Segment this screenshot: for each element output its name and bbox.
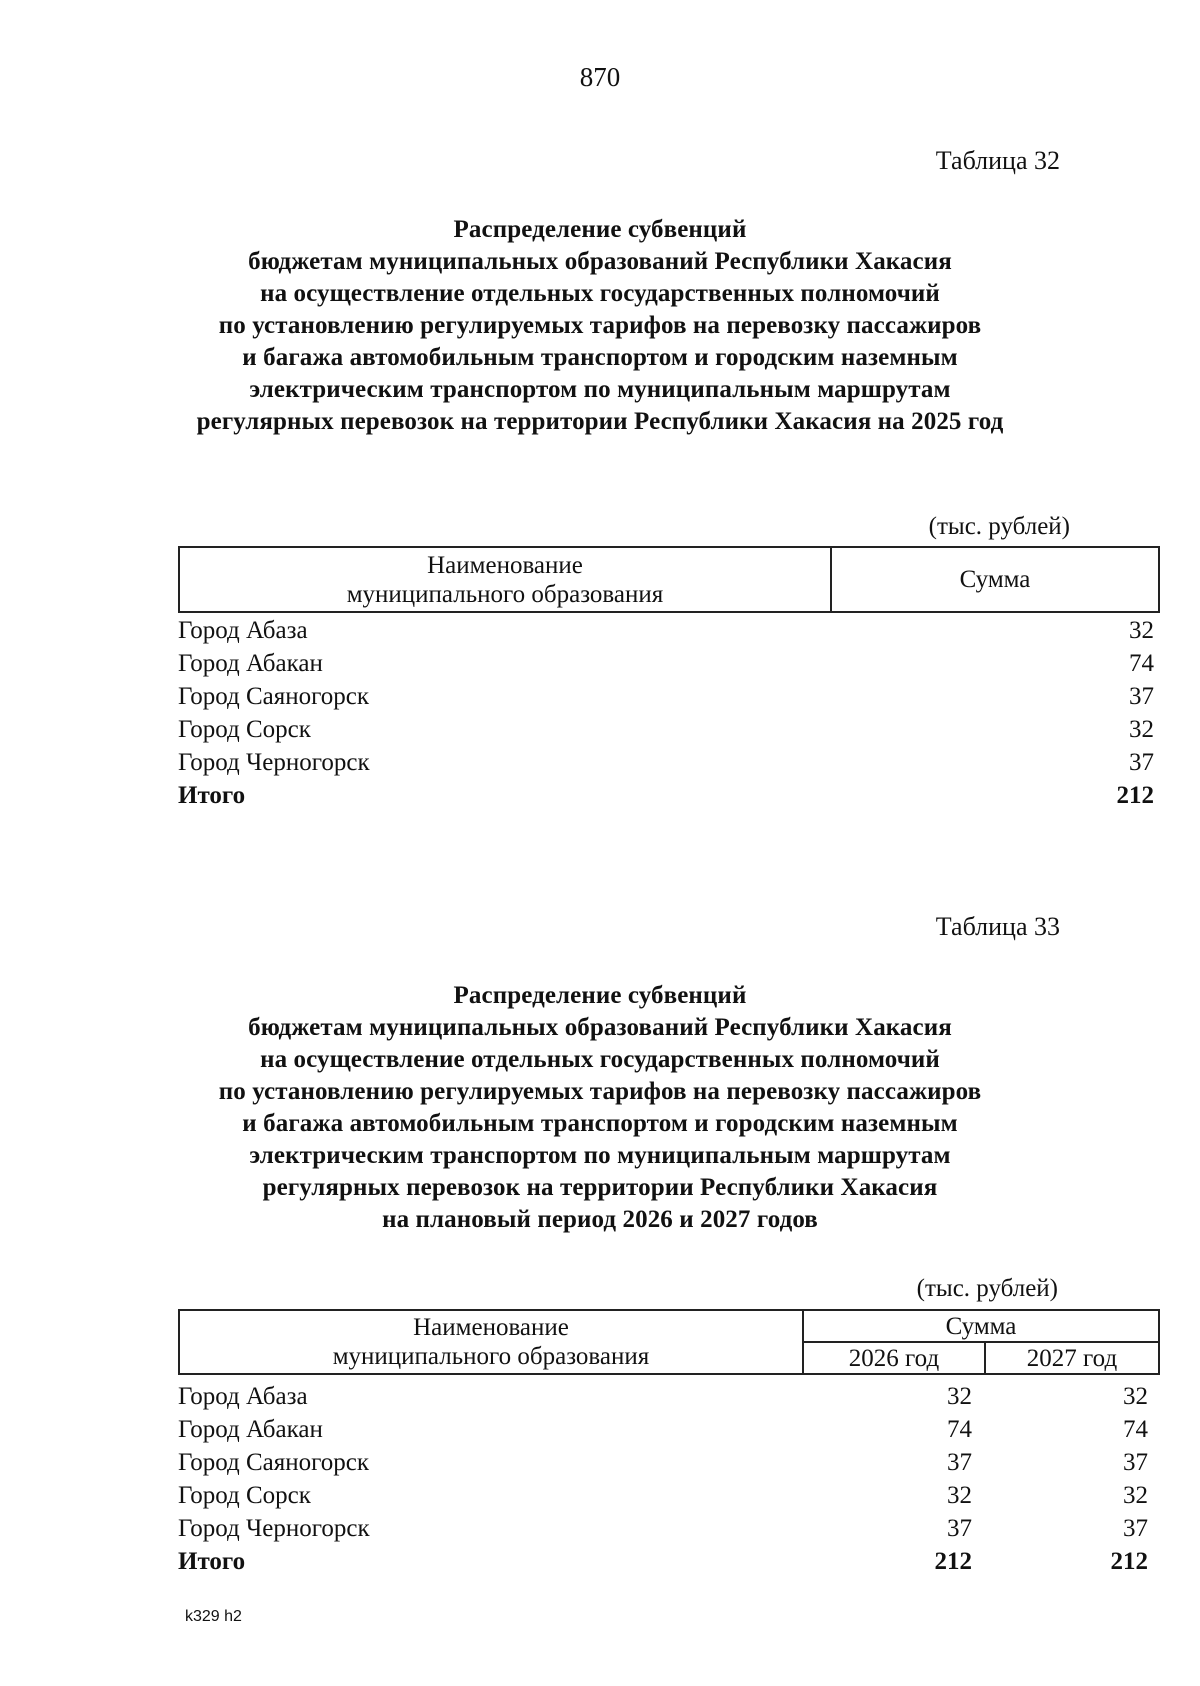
table-32-title-line: бюджетам муниципальных образований Республики Хакасия <box>248 248 952 275</box>
row-value-2027: 32 <box>1123 1383 1148 1410</box>
table-33-title-line: Распределение субвенций <box>453 982 747 1009</box>
table-row <box>178 1512 1160 1545</box>
total-label: Итого <box>178 1548 246 1575</box>
row-value-2026: 37 <box>947 1515 972 1542</box>
total-label: Итого <box>178 782 246 809</box>
row-name: Город Абаза <box>178 617 308 644</box>
table-33-title-line: бюджетам муниципальных образований Республики Хакасия <box>248 1014 952 1041</box>
table-33-header-sum: Сумма <box>803 1310 1159 1342</box>
table-33-title-line: и багажа автомобильным транспортом и городским наземным <box>242 1110 958 1137</box>
table-33-unit: (тыс. рублей) <box>916 1275 1058 1302</box>
table-33-title-line: на плановый период 2026 и 2027 годов <box>382 1206 818 1233</box>
row-name: Город Саяногорск <box>178 1449 370 1476</box>
table-row <box>178 680 1160 713</box>
total-value-2027: 212 <box>1110 1548 1148 1575</box>
table-row <box>178 1446 1160 1479</box>
table-33-header <box>178 1309 1160 1375</box>
table-32-title-line: Распределение субвенций <box>453 216 747 243</box>
table-32-body <box>178 614 1160 812</box>
table-32-title-line: по установлению регулируемых тарифов на перевозку пассажиров <box>218 312 982 339</box>
row-value: 37 <box>1129 749 1154 776</box>
row-value-2026: 74 <box>947 1416 972 1443</box>
row-value-2027: 37 <box>1123 1449 1148 1476</box>
total-value-2026: 212 <box>934 1548 972 1575</box>
table-32-unit: (тыс. рублей) <box>928 513 1070 540</box>
row-name: Город Черногорск <box>178 1515 370 1542</box>
table-32-title <box>100 214 1100 438</box>
total-value: 212 <box>1116 782 1154 809</box>
row-name: Город Саяногорск <box>178 683 370 710</box>
table-33-header-name <box>179 1310 803 1374</box>
row-value: 74 <box>1129 650 1154 677</box>
table-total-row <box>178 779 1160 812</box>
header-name-line1: Наименование <box>413 1314 569 1341</box>
table-32-title-line: на осуществление отдельных государственных полномочий <box>260 280 940 307</box>
table-33-label: Таблица 33 <box>935 912 1060 941</box>
header-name-line1: Наименование <box>427 551 583 579</box>
table-33-body <box>178 1380 1160 1578</box>
table-row <box>178 713 1160 746</box>
row-value-2027: 37 <box>1123 1515 1148 1542</box>
table-33-title-line: электрическим транспортом по муниципальным маршрутам <box>249 1142 951 1169</box>
row-name: Город Черногорск <box>178 749 370 776</box>
table-32-header-sum: Сумма <box>831 547 1159 612</box>
table-row <box>178 1413 1160 1446</box>
footer-code: k329 h2 <box>185 1608 242 1625</box>
table-row <box>178 1380 1160 1413</box>
row-value-2026: 32 <box>947 1383 972 1410</box>
row-name: Город Сорск <box>178 716 311 743</box>
table-total-row <box>178 1545 1160 1578</box>
table-33-title-line: на осуществление отдельных государственных полномочий <box>260 1046 940 1073</box>
row-value-2027: 32 <box>1123 1482 1148 1509</box>
page-number: 870 <box>579 62 621 92</box>
table-32-title-line: и багажа автомобильным транспортом и городским наземным <box>242 344 958 371</box>
row-name: Город Абакан <box>178 1416 323 1443</box>
row-value: 32 <box>1129 617 1154 644</box>
table-32-header <box>178 546 1160 613</box>
row-value-2026: 32 <box>947 1482 972 1509</box>
table-32-title-line: регулярных перевозок на территории Республики Хакасия на 2025 год <box>196 408 1004 435</box>
header-name-line2: муниципального образования <box>332 1343 650 1370</box>
row-value: 32 <box>1129 716 1154 743</box>
table-32-header-name <box>179 547 831 612</box>
table-row <box>178 746 1160 779</box>
row-value-2026: 37 <box>947 1449 972 1476</box>
table-row <box>178 614 1160 647</box>
row-name: Город Сорск <box>178 1482 311 1509</box>
table-row <box>178 647 1160 680</box>
table-32-label: Таблица 32 <box>935 146 1060 175</box>
table-row <box>178 1479 1160 1512</box>
header-name-line2: муниципального образования <box>346 580 664 608</box>
row-name: Город Абаза <box>178 1383 308 1410</box>
row-name: Город Абакан <box>178 650 323 677</box>
table-33-header-year-2026: 2026 год <box>803 1342 985 1374</box>
row-value: 37 <box>1129 683 1154 710</box>
row-value-2027: 74 <box>1123 1416 1148 1443</box>
table-33-title-line: по установлению регулируемых тарифов на перевозку пассажиров <box>218 1078 982 1105</box>
table-33-title-line: регулярных перевозок на территории Республики Хакасия <box>262 1174 938 1201</box>
table-32-title-line: электрическим транспортом по муниципальным маршрутам <box>249 376 951 403</box>
table-33-header-year-2027: 2027 год <box>985 1342 1159 1374</box>
table-33-title <box>100 980 1100 1236</box>
